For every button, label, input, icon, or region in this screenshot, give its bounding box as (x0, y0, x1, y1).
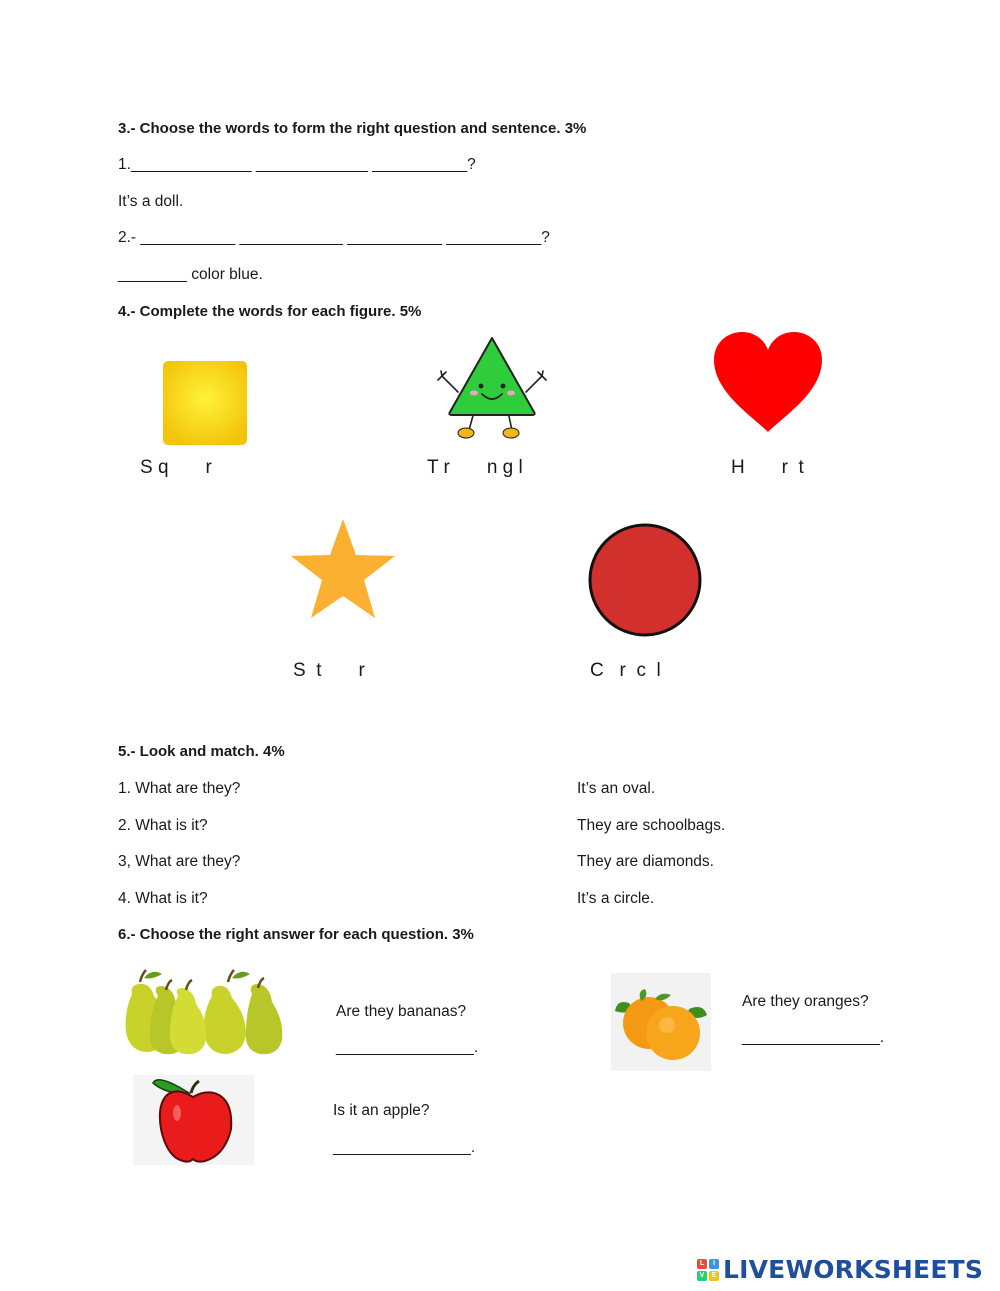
answer-2-sentence[interactable]: ________ color blue. (118, 266, 263, 283)
match-question-4[interactable]: 4. What is it? (118, 890, 208, 907)
match-answer-2[interactable]: They are schoolbags. (577, 817, 726, 834)
triangle-figure (436, 334, 548, 442)
liveworksheets-logo[interactable] (697, 1255, 983, 1284)
triangle-word[interactable]: T r n g l (427, 457, 523, 478)
question-apple: Is it an apple? (333, 1102, 430, 1119)
square-word[interactable]: S q r (140, 457, 212, 478)
question-1-blanks[interactable]: 1.______________ _____________ ___________? (118, 156, 476, 173)
star-figure (289, 517, 397, 621)
section-3-heading: 3.- Choose the words to form the right question and sentence. 3% (118, 120, 587, 137)
logo-text: LIVEWORKSHEETS (723, 1255, 984, 1284)
match-answer-4[interactable]: It’s a circle. (577, 890, 655, 907)
section-4-heading: 4.- Complete the words for each figure. 5% (118, 303, 422, 320)
section-6-heading: 6.- Choose the right answer for each question. 3% (118, 926, 474, 943)
circle-figure (587, 522, 703, 638)
oranges-image (611, 973, 711, 1071)
answer-1-sentence: It’s a doll. (118, 193, 184, 210)
match-question-1[interactable]: 1. What are they? (118, 780, 241, 797)
match-question-2[interactable]: 2. What is it? (118, 817, 208, 834)
circle-word[interactable]: C r c l (590, 660, 661, 681)
apple-image (133, 1075, 254, 1165)
answer-blank-oranges[interactable]: ________________. (742, 1029, 885, 1046)
logo-mark-icon: L I V E (697, 1259, 719, 1281)
heart-word[interactable]: H r t (731, 457, 804, 478)
question-pears: Are they bananas? (336, 1003, 467, 1020)
question-oranges: Are they oranges? (742, 993, 869, 1010)
match-question-3[interactable]: 3, What are they? (118, 853, 241, 870)
answer-blank-apple[interactable]: ________________. (333, 1139, 476, 1156)
section-5-heading: 5.- Look and match. 4% (118, 743, 285, 760)
square-figure (162, 360, 248, 446)
heart-figure (712, 330, 824, 434)
match-answer-1[interactable]: It’s an oval. (577, 780, 656, 797)
pears-image (118, 960, 288, 1070)
match-answer-3[interactable]: They are diamonds. (577, 853, 714, 870)
answer-blank-pears[interactable]: ________________. (336, 1039, 479, 1056)
question-2-blanks[interactable]: 2.- ___________ ____________ ___________ ___________? (118, 229, 550, 246)
star-word[interactable]: S t r (293, 660, 365, 681)
